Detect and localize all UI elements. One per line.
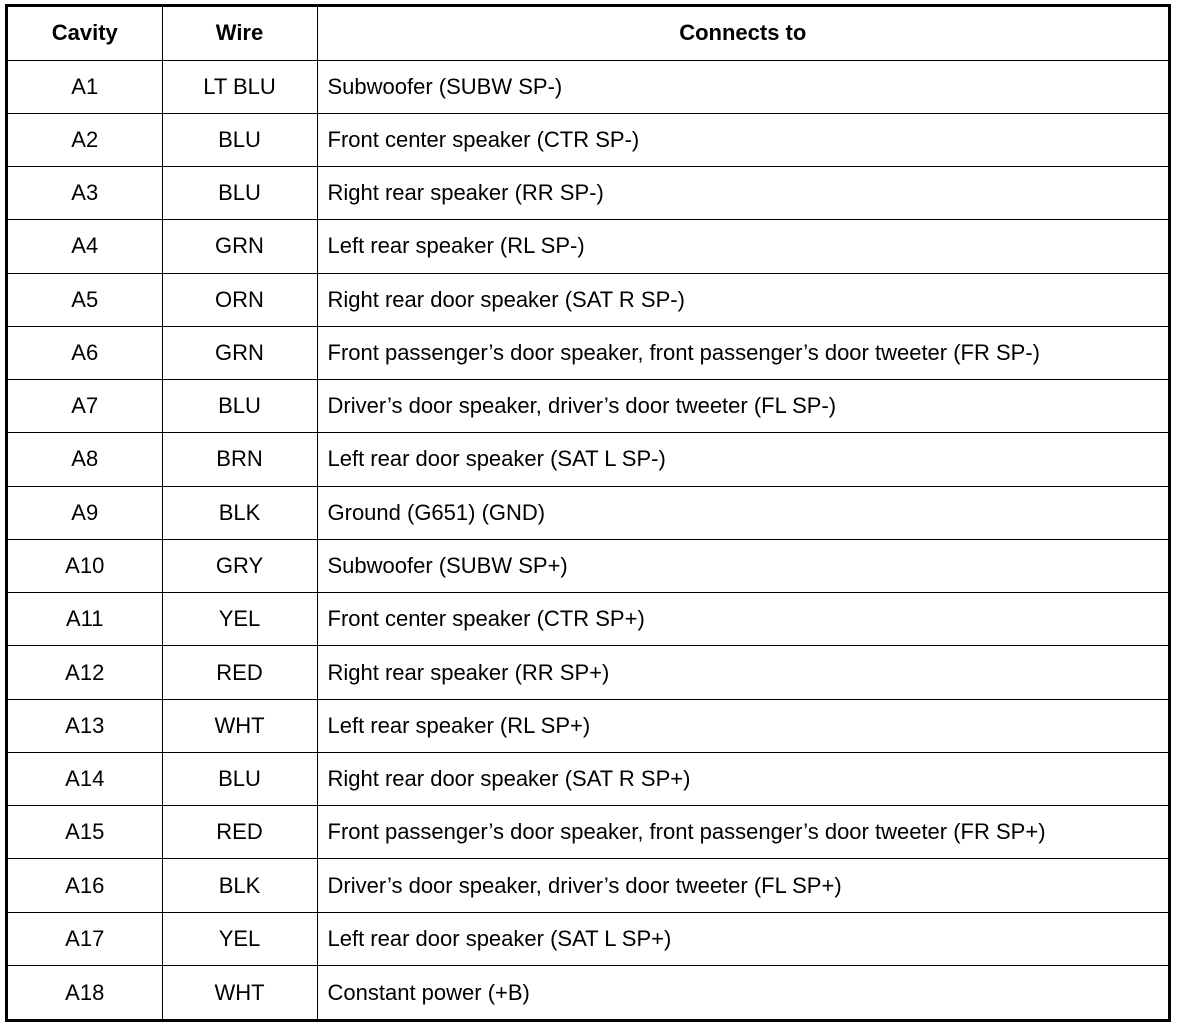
wire-color-cell: GRY [162, 539, 317, 592]
cavity-cell: A7 [8, 380, 162, 433]
header-wire: Wire [162, 7, 317, 60]
table-body [8, 60, 1168, 1019]
table-row [8, 593, 1168, 646]
table-row [8, 273, 1168, 326]
wire-color-cell: LT BLU [162, 60, 317, 113]
connects-to-cell: Right rear speaker (RR SP+) [317, 646, 1168, 699]
wire-color-cell: WHT [162, 966, 317, 1019]
cavity-cell: A10 [8, 539, 162, 592]
table-row [8, 220, 1168, 273]
wire-color-cell: BRN [162, 433, 317, 486]
table-row [8, 699, 1168, 752]
cavity-cell: A1 [8, 60, 162, 113]
cavity-cell: A17 [8, 912, 162, 965]
connector-pinout-table [5, 4, 1171, 1022]
connects-to-cell: Right rear door speaker (SAT R SP+) [317, 752, 1168, 805]
table-row [8, 113, 1168, 166]
table-header-row [8, 7, 1168, 60]
table-row [8, 433, 1168, 486]
wire-color-cell: BLU [162, 113, 317, 166]
connects-to-cell: Left rear speaker (RL SP-) [317, 220, 1168, 273]
cavity-cell: A16 [8, 859, 162, 912]
table-row [8, 966, 1168, 1019]
connects-to-cell: Left rear door speaker (SAT L SP+) [317, 912, 1168, 965]
wire-color-cell: ORN [162, 273, 317, 326]
connects-to-cell: Front center speaker (CTR SP+) [317, 593, 1168, 646]
table-row [8, 60, 1168, 113]
cavity-cell: A18 [8, 966, 162, 1019]
table-row [8, 326, 1168, 379]
cavity-cell: A4 [8, 220, 162, 273]
connects-to-cell: Driver’s door speaker, driver’s door tweeter (FL SP+) [317, 859, 1168, 912]
cavity-cell: A14 [8, 752, 162, 805]
connects-to-cell: Right rear speaker (RR SP-) [317, 167, 1168, 220]
connects-to-cell: Left rear speaker (RL SP+) [317, 699, 1168, 752]
connects-to-cell: Driver’s door speaker, driver’s door tweeter (FL SP-) [317, 380, 1168, 433]
table-row [8, 167, 1168, 220]
pinout-table [8, 7, 1168, 1019]
wire-color-cell: RED [162, 806, 317, 859]
connects-to-cell: Left rear door speaker (SAT L SP-) [317, 433, 1168, 486]
cavity-cell: A6 [8, 326, 162, 379]
connects-to-cell: Front center speaker (CTR SP-) [317, 113, 1168, 166]
connects-to-cell: Constant power (+B) [317, 966, 1168, 1019]
table-row [8, 486, 1168, 539]
table-row [8, 912, 1168, 965]
header-connects-to: Connects to [317, 7, 1168, 60]
wire-color-cell: BLU [162, 167, 317, 220]
table-row [8, 380, 1168, 433]
cavity-cell: A12 [8, 646, 162, 699]
cavity-cell: A5 [8, 273, 162, 326]
cavity-cell: A9 [8, 486, 162, 539]
table-row [8, 646, 1168, 699]
wire-color-cell: BLK [162, 859, 317, 912]
connects-to-cell: Ground (G651) (GND) [317, 486, 1168, 539]
connects-to-cell: Front passenger’s door speaker, front passenger’s door tweeter (FR SP+) [317, 806, 1168, 859]
connects-to-cell: Front passenger’s door speaker, front passenger’s door tweeter (FR SP-) [317, 326, 1168, 379]
connects-to-cell: Subwoofer (SUBW SP-) [317, 60, 1168, 113]
wire-color-cell: BLU [162, 752, 317, 805]
table-row [8, 539, 1168, 592]
wire-color-cell: RED [162, 646, 317, 699]
cavity-cell: A11 [8, 593, 162, 646]
wire-color-cell: GRN [162, 326, 317, 379]
wire-color-cell: GRN [162, 220, 317, 273]
wire-color-cell: YEL [162, 593, 317, 646]
cavity-cell: A8 [8, 433, 162, 486]
wire-color-cell: WHT [162, 699, 317, 752]
connects-to-cell: Subwoofer (SUBW SP+) [317, 539, 1168, 592]
cavity-cell: A2 [8, 113, 162, 166]
wire-color-cell: BLU [162, 380, 317, 433]
connects-to-cell: Right rear door speaker (SAT R SP-) [317, 273, 1168, 326]
table-row [8, 859, 1168, 912]
table-row [8, 752, 1168, 805]
table-row [8, 806, 1168, 859]
wire-color-cell: YEL [162, 912, 317, 965]
wire-color-cell: BLK [162, 486, 317, 539]
header-cavity: Cavity [8, 7, 162, 60]
cavity-cell: A15 [8, 806, 162, 859]
cavity-cell: A3 [8, 167, 162, 220]
cavity-cell: A13 [8, 699, 162, 752]
